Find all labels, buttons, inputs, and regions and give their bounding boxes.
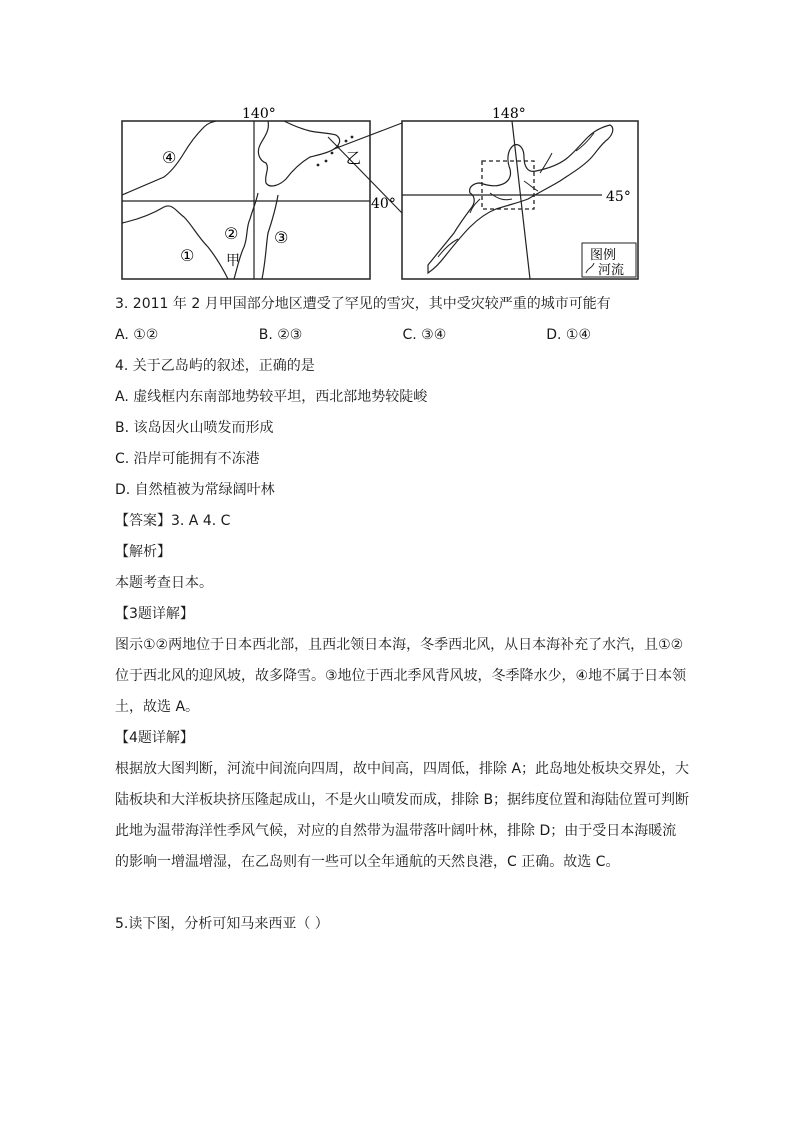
lon-label-148: 148°	[492, 106, 526, 122]
q3-detail-heading: 【3题详解】	[115, 606, 194, 622]
q3-option-b: B. ②③	[258, 327, 303, 343]
q3-detail-text: 图示①②两地位于日本西北部，且西北领日本海，冬季西北风，从日本海补充了水汽，且①②位于西北风的迎风坡，故多降雪。③地位于西北季风背风坡，冬季降水少，④地不属于日本领土，故选 A。	[115, 637, 687, 715]
q3-stem: 3. 2011 年 2 月甲国部分地区遭受了罕见的雪灾，其中受灾较严重的城市可能有	[115, 296, 611, 312]
legend-river-label: 河流	[598, 263, 625, 278]
analysis-heading: 【解析】	[115, 544, 171, 560]
place-jia: 甲	[226, 253, 240, 269]
marker-4: ④	[162, 148, 177, 167]
marker-3: ③	[274, 228, 289, 247]
q3-option-d: D. ①④	[546, 327, 592, 343]
q3-options	[115, 320, 690, 351]
question-content	[115, 289, 690, 940]
spacer	[115, 878, 690, 909]
q4-option-c: C. 沿岸可能拥有不冻港	[115, 451, 260, 467]
lat-label-40: 40°	[371, 196, 396, 212]
q5-stem: 5.读下图，分析可知马来西亚（ ）	[115, 916, 329, 932]
q3-option-a: A. ①②	[115, 327, 159, 343]
marker-1: ①	[180, 246, 195, 265]
q4-detail-heading: 【4题详解】	[115, 730, 194, 746]
marker-2: ②	[224, 224, 239, 243]
map-figure	[120, 103, 640, 281]
map-figure-svg	[120, 103, 640, 281]
lon-label-140: 140°	[242, 106, 276, 122]
q4-stem: 4. 关于乙岛屿的叙述，正确的是	[115, 358, 315, 374]
mainland-coastline	[122, 121, 228, 279]
analysis-intro: 本题考查日本。	[115, 575, 213, 591]
lat-label-45: 45°	[606, 189, 631, 205]
place-yi: 乙	[346, 149, 362, 167]
hokkaido-outline	[258, 121, 339, 186]
left-map	[122, 106, 402, 279]
zoom-connector-top	[334, 123, 402, 149]
legend-title: 图例	[590, 248, 617, 263]
q3-option-c: C. ③④	[402, 327, 447, 343]
q4-detail-text: 根据放大图判断，河流中间流向四周，故中间高，四周低，排除 A；此岛地处板块交界处，大陆板块和大洋板块挤压隆起成山，不是火山喷发而成，排除 B；据纬度位置和海陆位置可判断此地为温带海洋性季风气候，对应的自然带为温带落叶阔叶林，排除 D；由于受日本海暖流的影响一增温增湿，在乙岛则有一些可以全年通航的天然良港，C 正确。故选 C。	[115, 761, 690, 870]
map-legend	[582, 243, 636, 278]
q4-option-a: A. 虚线框内东南部地势较平坦，西北部地势较陡峻	[115, 389, 428, 405]
right-map	[346, 106, 638, 279]
left-map-frame	[122, 121, 370, 279]
q4-option-d: D. 自然植被为常绿阔叶林	[115, 482, 275, 498]
answer-line: 【答案】3. A 4. C	[115, 513, 231, 529]
q4-option-b: B. 该岛因火山喷发而形成	[115, 420, 274, 436]
honshu-coastline	[234, 193, 278, 279]
